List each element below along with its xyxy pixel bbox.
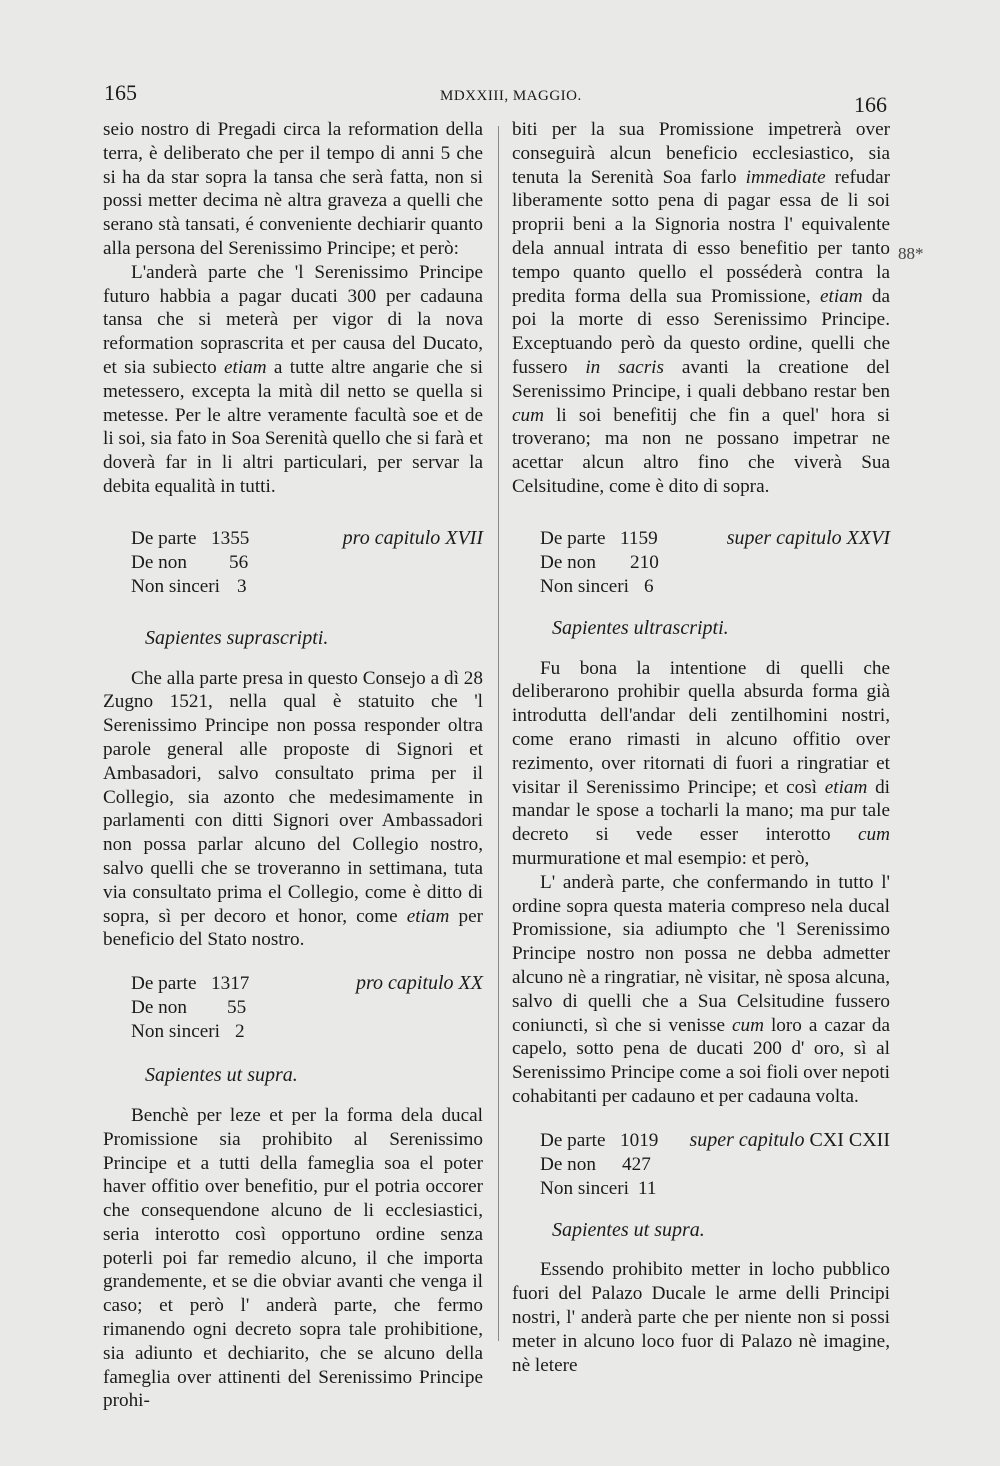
- vote-tally: De parte 1355 pro capitulo XVII De non 56 Non sinceri 3: [131, 526, 483, 597]
- right-page-number: 166: [854, 92, 887, 117]
- paragraph: L' anderà parte, che confermando in tutto l' ordine sopra questa materia compreso nela ducal Promissione, sia adiumpto che 'l Serenissimo Principe nostro non possa ne debba admetter alcuno nè a ringratiar, nè visitar, nè sposa alcuna, salvo di quelli che a Sua Celsitudine fussero coniuncti, sì che si venisse cum loro a cazar da capelo, sotto pena de ducati 200 d' oro, sì al Serenissimo Principe come a soi fioli over nepoti cohabitanti per cadauno et per cadauna volta.: [512, 871, 890, 1107]
- vote-tally: De parte 1317 pro capitulo XX De non 55 Non sinceri 2: [131, 972, 483, 1043]
- left-page-number: 165: [104, 80, 137, 105]
- column-rule: [498, 126, 499, 1341]
- vote-tally: De parte 1019 super capitulo CXI CXII De non 427 Non sinceri 11: [540, 1128, 890, 1199]
- vote-tally: De parte 1159 super capitulo XXVI De non 210 Non sinceri 6: [540, 526, 890, 597]
- paragraph: biti per la sua Promissione impetrerà over conseguirà alcun beneficio ecclesiastico, sia tenuta la Serenità Soa farlo immediate refudar liberamente sotto pena di pagar essa de li soi proprii beni a la Signoria nostra l' equivalente dela annual intrata di esso benefitio per tanto tempo quanto quello el posséderà contra la predita forma della sua Promissione, etiam da poi la morte di esso Serenissimo Principe. Exceptuando però da questo ordine, quelli che fussero in sacris avanti la creatione del Serenissimo Principe, i quali debbano restar ben cum li soi benefitij che fin a quel' hora si troverano; ma non ne possano impetrar ne acettar alcun altro fino che viverà Sua Celsitudine, come è dito di sopra.: [512, 119, 890, 497]
- sapientes-line: Sapientes ultrascripti.: [552, 616, 729, 639]
- running-header: MDXXIII, MAGGIO.: [440, 88, 582, 104]
- sapientes-line: Sapientes ut supra.: [552, 1218, 705, 1241]
- paragraph: Benchè per leze et per la forma dela ducal Promissione sia prohibito al Serenissimo Principe et a tutti della fameglia soa el poter haver offitio over benefitio, pur el potria occorer che consequendone alcuno de li ecclesiastici, seria interotto così opportuno ordine senza poterli poi far remedio alcuno, il che importa grandemente, et se die obviar avanti che venga il caso; et però l' anderà parte, che fermo rimanendo ogni decreto sopra tale prohibitione, sia adiunto et dechiarito, che se alcuno della fameglia over attinenti del Serenissimo Principe prohi-: [103, 1104, 483, 1412]
- paragraph: Che alla parte presa in questo Consejo a dì 28 Zugno 1521, nella qual è statuito che 'l Serenissimo Principe non possa responder oltra parole general alle proposte di Signori et Ambasadori, salvo consultato prima per il Collegio, sia azonto che medesimamente in parlamenti con ditti Signori over Ambassadori non possa parlar alcuno del Collegio nostro, salvo quelli che se troveranno in settimana, tuta via consultato prima el Collegio, come è ditto di sopra, sì per decoro et honor, come etiam per beneficio del Stato nostro.: [103, 667, 483, 951]
- paragraph: L'anderà parte che 'l Serenissimo Principe futuro habbia a pagar ducati 300 per cadauna tansa che si meterà per vigor di la nova reformation soprascrita et per causa del Ducato, et sia subiecto etiam a tutte altre angarie che si metessero, excepta la mità dil netto se quella si metesse. Per le altre veramente facultà soe et de li soi, sia fato in Soa Serenità quello che si farà et doverà far in li altri particulari, per servar la debita equalità in tutti.: [103, 261, 483, 497]
- paragraph: Essendo prohibito metter in locho pubblico fuori del Palazo Ducale le arme delli Principi nostri, l' anderà parte che per niente non si possi meter in alcuno loco fuor di Palazo nè imagine, nè letere: [512, 1259, 890, 1376]
- left-column: [103, 118, 483, 1413]
- sapientes-line: Sapientes ut supra.: [145, 1064, 298, 1087]
- margin-note: 88*: [898, 244, 924, 263]
- right-column: [512, 118, 890, 1377]
- paragraph: seio nostro di Pregadi circa la reformation della terra, è deliberato che per il tempo di anni 5 che si ha da star sopra la tansa che serà fatta, non si possi metter decima nè altra graveza a quelli che serano stà tansati, é conveniente dechiarir quanto alla persona del Serenissimo Principe; et però:: [103, 119, 483, 259]
- sapientes-line: Sapientes suprascripti.: [145, 626, 329, 649]
- paragraph: Fu bona la intentione di quelli che deliberarono prohibir quella absurda forma già introdutta dell'andar deli zentilhomini nostri, come erano rimasti in alcuno offitio over rezimento, over ritornati di fuori a ringratiar et visitar il Serenissimo Principe; et così etiam di mandar le spose a tocharli la mano; ma pur tale decreto si vede esser interotto cum murmuratione et mal esempio: et però,: [512, 657, 890, 869]
